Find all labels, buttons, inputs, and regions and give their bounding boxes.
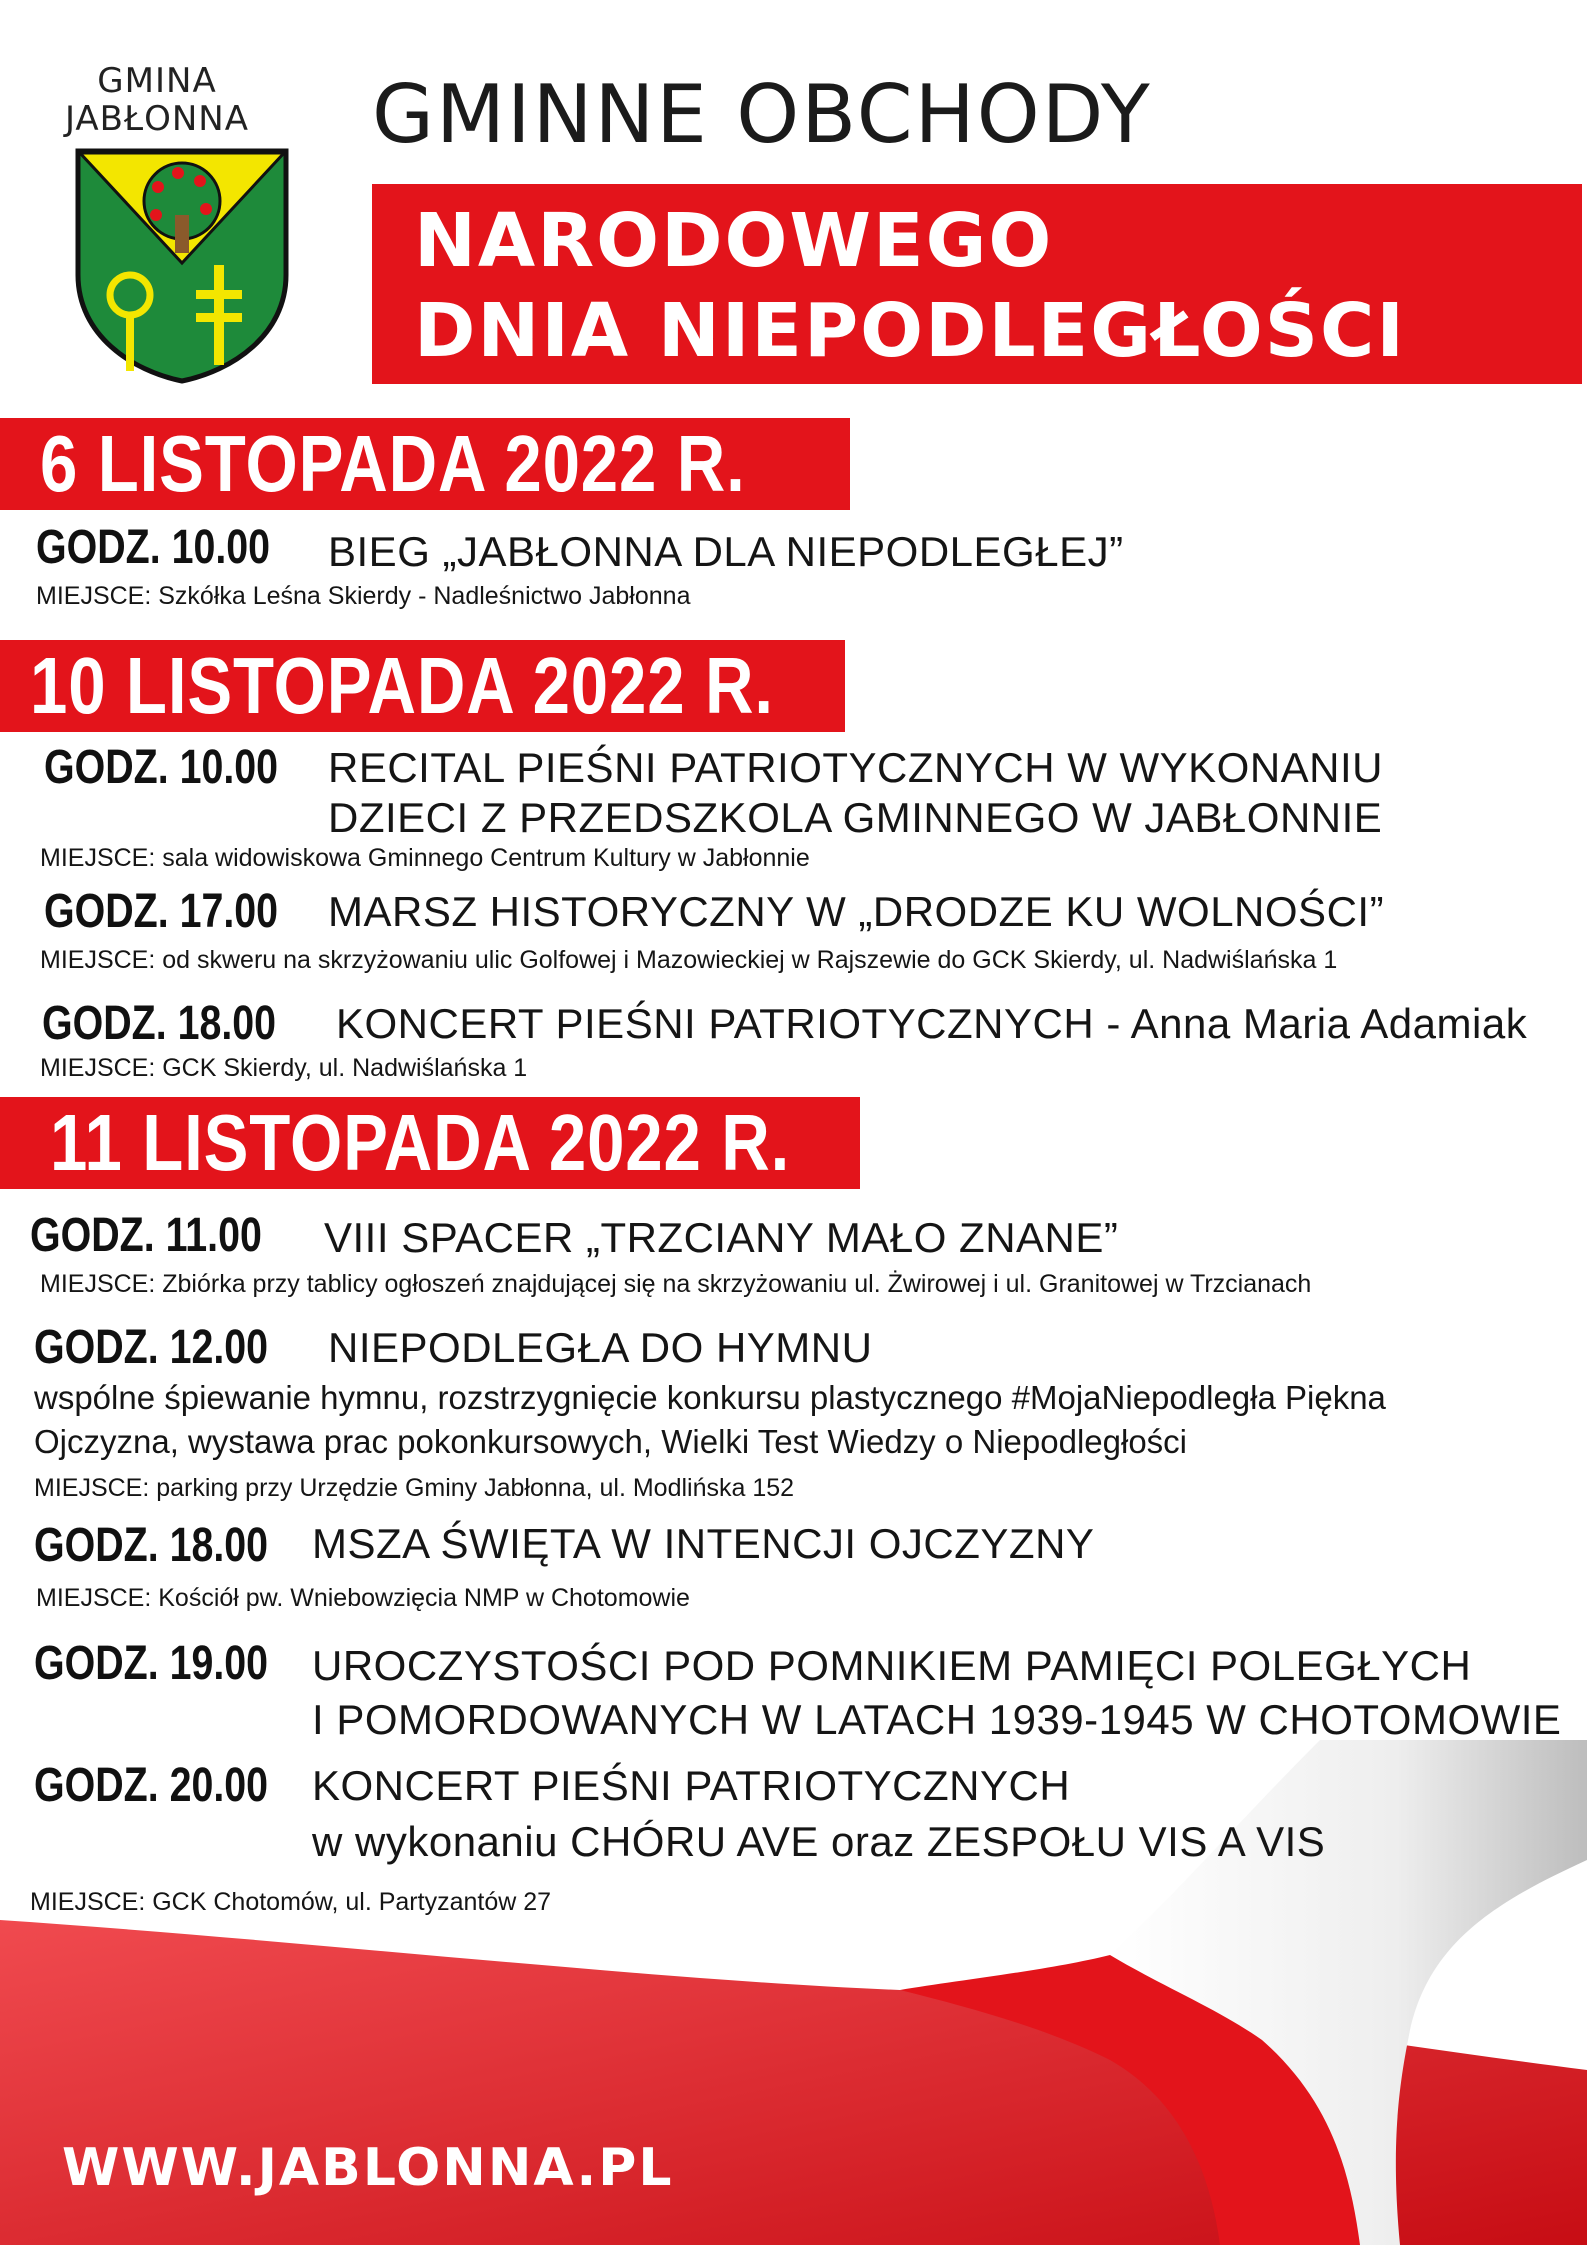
gmina-crest-icon xyxy=(72,145,292,385)
event-place: MIEJSCE: Zbiórka przy tablicy ogłoszeń znajdującej się na skrzyżowaniu ul. Żwirowej i ul. Granitowej w Trzcianach xyxy=(40,1270,1312,1298)
subtitle xyxy=(414,196,1406,376)
logo-line-1: GMINA xyxy=(97,61,217,101)
date-title: 10 LISTOPADA 2022 R. xyxy=(30,641,774,730)
event-title: MARSZ HISTORYCZNY W „DRODZE KU WOLNOŚCI” xyxy=(328,888,1385,935)
event-description-line-2: Ojczyzna, wystawa prac pokonkursowych, Wielki Test Wiedzy o Niepodległości xyxy=(34,1423,1188,1460)
date-title: 11 LISTOPADA 2022 R. xyxy=(50,1098,791,1187)
event-place: MIEJSCE: GCK Chotomów, ul. Partyzantów 27 xyxy=(30,1888,552,1916)
event-title-line-2: w wykonaniu CHÓRU AVE oraz ZESPOŁU VIS A VIS xyxy=(312,1818,1326,1865)
event-hour: GODZ. 17.00 xyxy=(44,885,279,938)
event-title: KONCERT PIEŚNI PATRIOTYCZNYCH xyxy=(312,1762,1071,1809)
event-place: MIEJSCE: od skweru na skrzyżowaniu ulic Golfowej i Mazowieckiej w Rajszewie do GCK Skierdy, ul. Nadwiślańska 1 xyxy=(40,946,1338,974)
event-place: MIEJSCE: sala widowiskowa Gminnego Centrum Kultury w Jabłonnie xyxy=(40,844,810,872)
subtitle-line-2: DNIA NIEPODLEGŁOŚCI xyxy=(414,288,1406,374)
event-title: NIEPODLEGŁA DO HYMNU xyxy=(328,1324,873,1371)
event-title: VIII SPACER „TRZCIANY MAŁO ZNANE” xyxy=(324,1214,1119,1261)
event-place: MIEJSCE: GCK Skierdy, ul. Nadwiślańska 1 xyxy=(40,1054,528,1082)
gmina-logo-text xyxy=(62,62,252,138)
event-hour: GODZ. 18.00 xyxy=(42,997,277,1050)
event-hour: GODZ. 19.00 xyxy=(34,1637,269,1690)
event-title-line-2: DZIECI Z PRZEDSZKOLA GMINNEGO W JABŁONNIE xyxy=(328,794,1383,841)
event-hour: GODZ. 20.00 xyxy=(34,1759,269,1812)
subtitle-line-1: NARODOWEGO xyxy=(414,198,1054,284)
event-hour: GODZ. 11.00 xyxy=(30,1209,262,1262)
event-title: KONCERT PIEŚNI PATRIOTYCZNYCH - Anna Maria Adamiak xyxy=(336,1000,1528,1047)
date-title: 6 LISTOPADA 2022 R. xyxy=(40,419,746,508)
event-hour: GODZ. 10.00 xyxy=(44,741,279,794)
event-title: RECITAL PIEŚNI PATRIOTYCZNYCH W WYKONANIU xyxy=(328,744,1384,791)
event-hour: GODZ. 18.00 xyxy=(34,1519,269,1572)
main-title: GMINNE OBCHODY xyxy=(372,68,1152,161)
logo-line-2: JABŁONNA xyxy=(64,99,249,139)
event-title: UROCZYSTOŚCI POD POMNIKIEM PAMIĘCI POLEGŁYCH xyxy=(312,1642,1472,1689)
event-title-line-2: I POMORDOWANYCH W LATACH 1939-1945 W CHOTOMOWIE xyxy=(312,1696,1562,1743)
event-title: BIEG „JABŁONNA DLA NIEPODLEGŁEJ” xyxy=(328,528,1124,575)
website-link[interactable]: WWW.JABLONNA.PL xyxy=(62,2138,674,2198)
event-hour: GODZ. 10.00 xyxy=(36,521,271,574)
event-place: MIEJSCE: Szkółka Leśna Skierdy - Nadleśnictwo Jabłonna xyxy=(36,582,691,610)
event-place: MIEJSCE: Kościół pw. Wniebowzięcia NMP w Chotomowie xyxy=(36,1584,690,1612)
event-title: MSZA ŚWIĘTA W INTENCJI OJCZYZNY xyxy=(312,1520,1095,1567)
event-place: MIEJSCE: parking przy Urzędzie Gminy Jabłonna, ul. Modlińska 152 xyxy=(34,1474,795,1502)
event-hour: GODZ. 12.00 xyxy=(34,1321,269,1374)
event-description: wspólne śpiewanie hymnu, rozstrzygnięcie konkursu plastycznego #MojaNiepodległa Piękna xyxy=(34,1379,1386,1416)
